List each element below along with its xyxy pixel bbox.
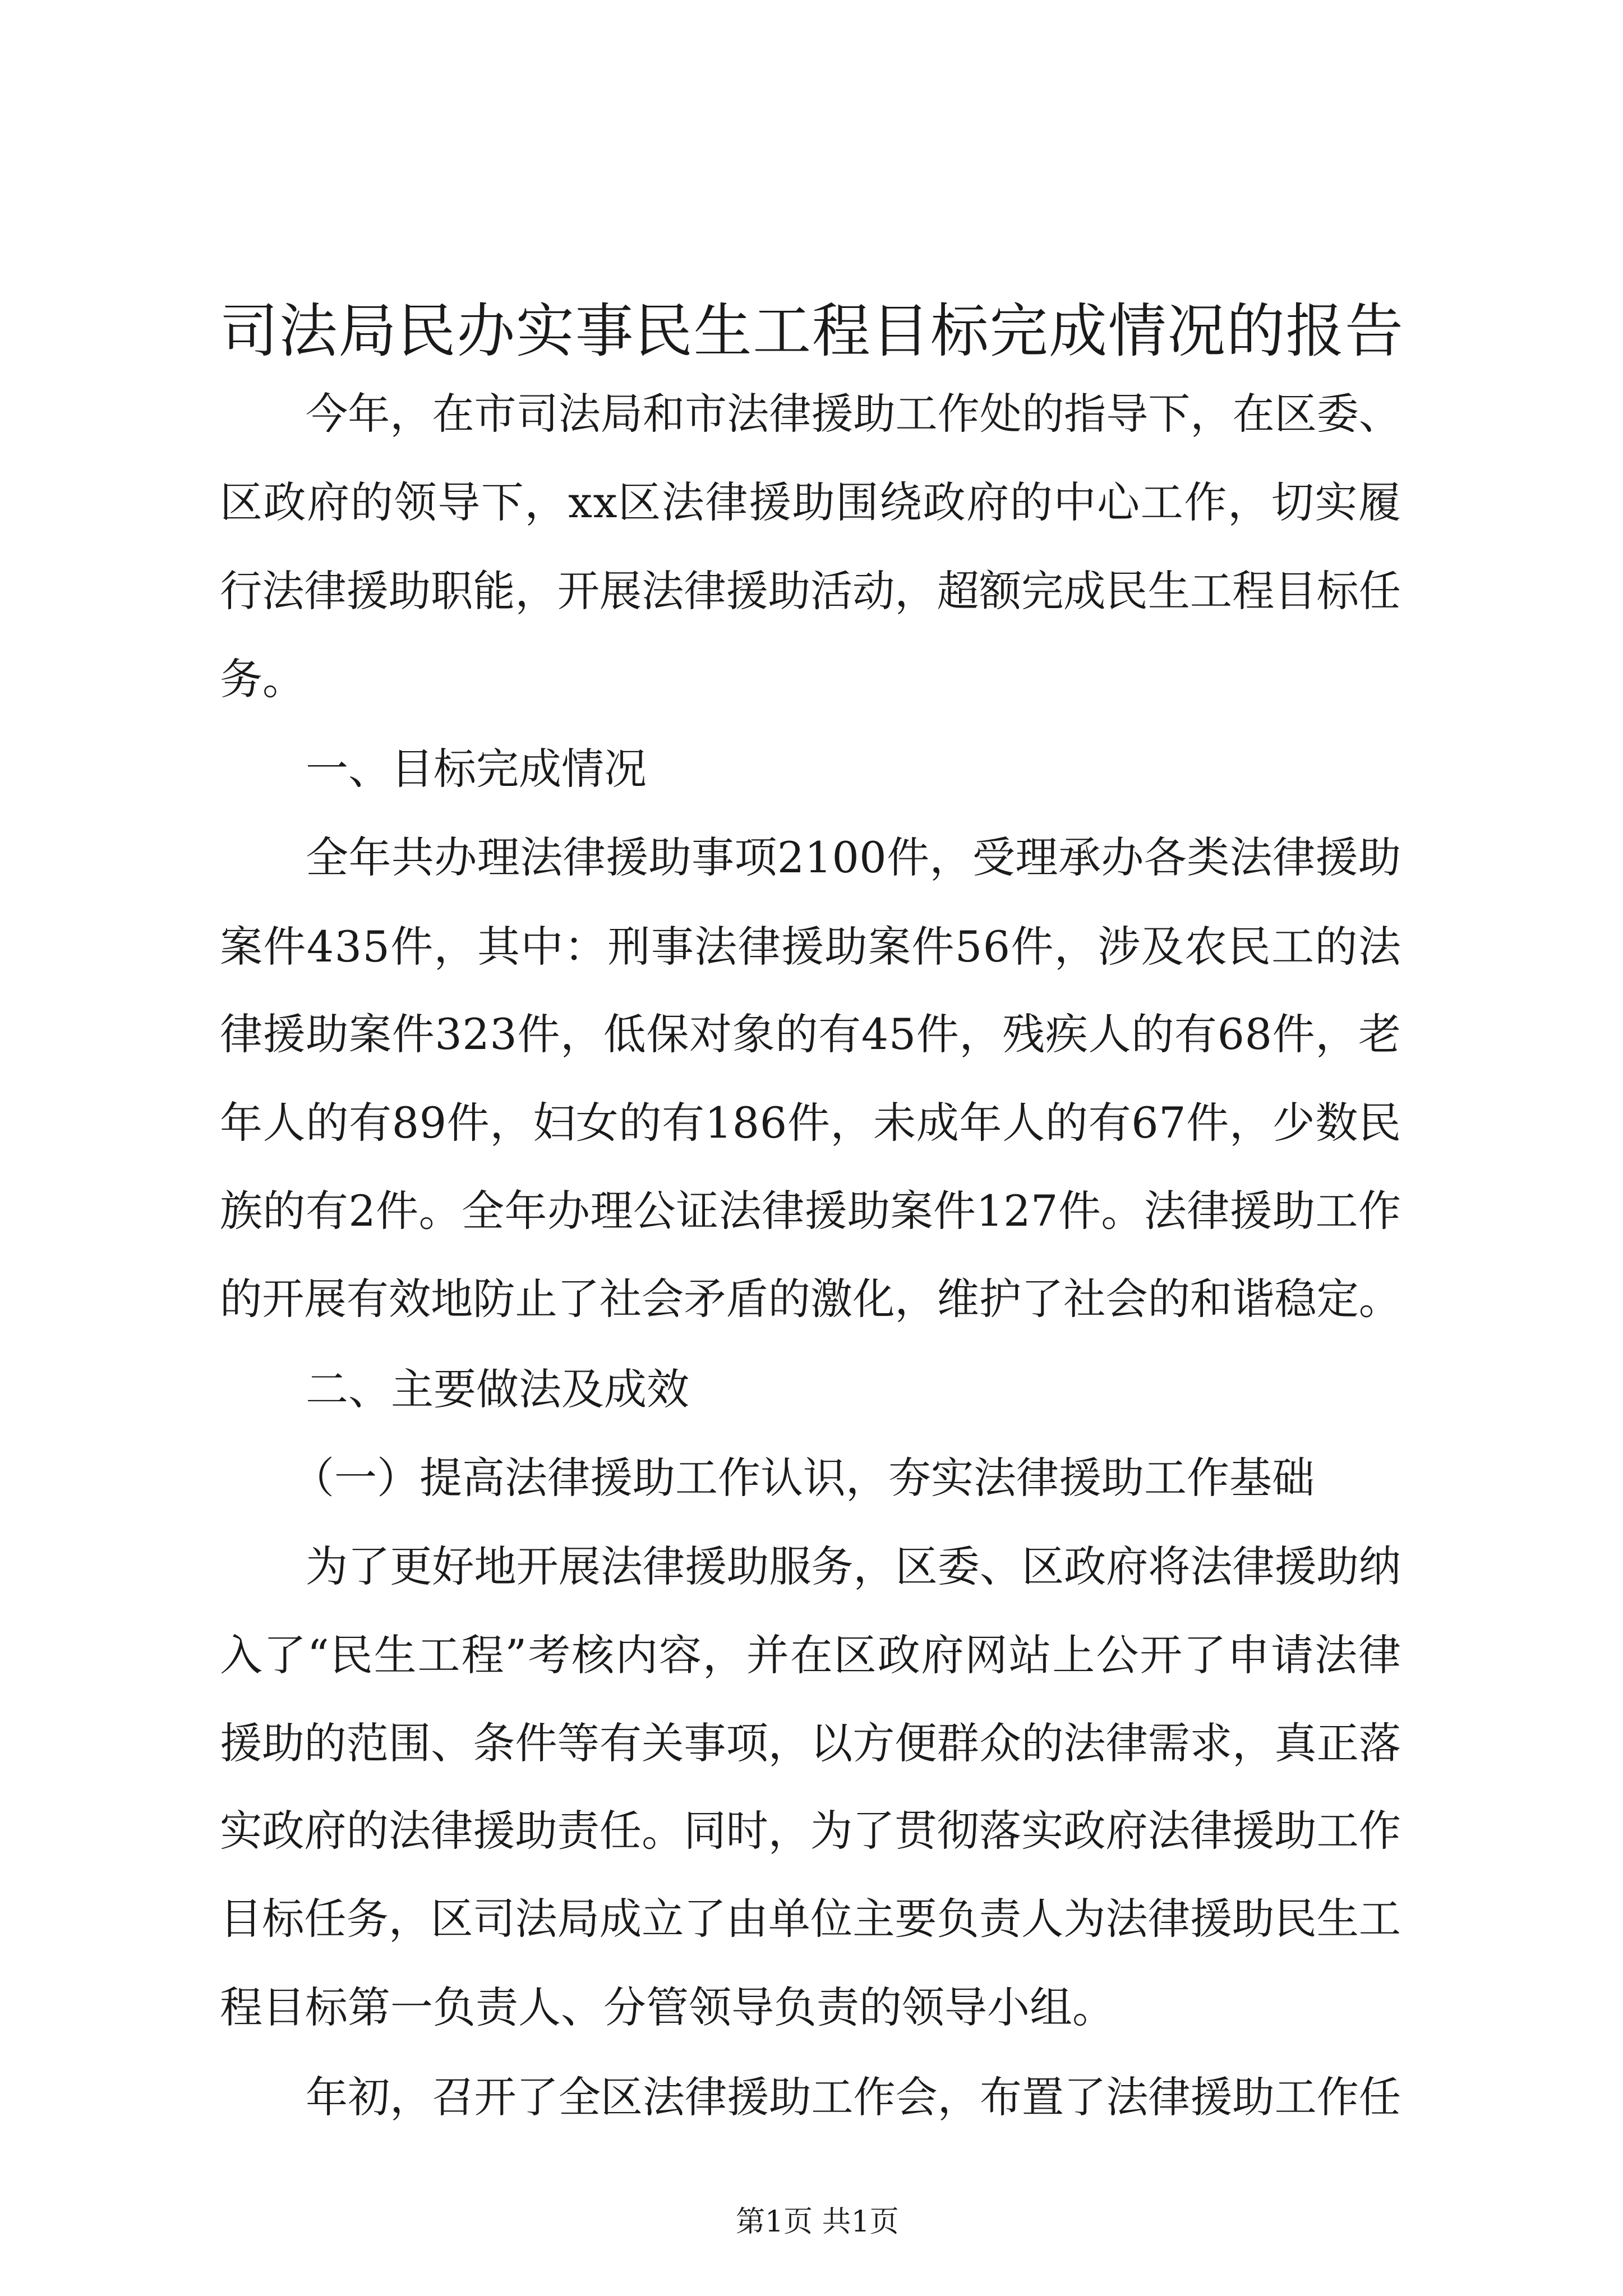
paragraph-line: 程目标第一负责人、分管领导负责的领导小组。 [220,1982,1115,2032]
paragraph-line: 目标任务，区司法局成立了由单位主要负责人为法律援助民生工 [220,1894,1401,1944]
paragraph-line: 律援助案件323件，低保对象的有45件，残疾人的有68件，老 [220,1009,1401,1059]
subsection-heading: （一）提高法律援助工作认识，夯实法律援助工作基础 [292,1453,1315,1503]
section-heading: 一、目标完成情况 [306,744,647,794]
paragraph-line: 年初，召开了全区法律援助工作会，布置了法律援助工作任 [306,2072,1401,2122]
paragraph-line: 年人的有89件，妇女的有186件，未成年人的有67件，少数民 [220,1098,1401,1148]
paragraph-line: 案件435件，其中：刑事法律援助案件56件，涉及农民工的法 [220,922,1402,972]
paragraph-line: 实政府的法律援助责任。同时，为了贯彻落实政府法律援助工作 [220,1806,1401,1856]
paragraph-line: 的开展有效地防止了社会矛盾的激化，维护了社会的和谐稳定。 [220,1274,1401,1324]
paragraph-line: 入了“民生工程”考核内容，并在区政府网站上公开了申请法律 [220,1630,1402,1680]
page-footer: 第1页 共1页 [736,2205,899,2239]
paragraph-line: 区政府的领导下，xx区法律援助围绕政府的中心工作，切实履 [220,477,1402,527]
document-title: 司法局民办实事民生工程目标完成情况的报告 [220,297,1404,365]
paragraph-line: 族的有2件。全年办理公证法律援助案件127件。法律援助工作 [220,1186,1401,1236]
paragraph-line: 全年共办理法律援助事项2100件，受理承办各类法律援助 [306,832,1401,882]
paragraph-line: 行法律援助职能，开展法律援助活动，超额完成民生工程目标任 [220,566,1401,616]
paragraph-line: 务。 [220,654,305,704]
paragraph-line: 援助的范围、条件等有关事项，以方便群众的法律需求，真正落 [220,1718,1401,1768]
paragraph-line: 为了更好地开展法律援助服务，区委、区政府将法律援助纳 [306,1542,1401,1591]
section-heading: 二、主要做法及成效 [306,1364,689,1414]
paragraph-line: 今年，在市司法局和市法律援助工作处的指导下，在区委、 [306,389,1401,439]
